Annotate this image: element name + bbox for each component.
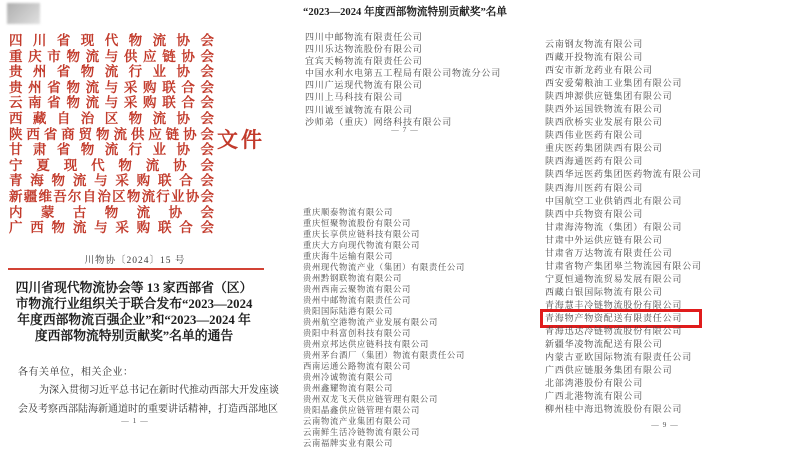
association-name: 重庆市物流与供应链协会: [9, 48, 214, 64]
company-name: 陕西华远医药集团医药物流有限公司: [545, 169, 702, 180]
company-name: 新疆华凌物流配送有限公司: [545, 339, 663, 350]
company-name: 青海慧丰冷链物流股份有限公司: [545, 299, 683, 310]
company-name: 重庆海牛运输有限公司: [303, 252, 393, 261]
company-name: 重庆医药集团陕西有限公司: [545, 143, 663, 154]
document-number: 川物协〔2024〕15 号: [84, 256, 186, 266]
company-list-chongqing-guizhou-yunnan: [303, 207, 465, 449]
company-name: 重庆恒聚物流股份有限公司: [303, 219, 411, 228]
company-name: 贵阳晶鑫供应链管理有限公司: [303, 406, 420, 415]
salutation: 各有关单位，相关企业：: [18, 367, 134, 378]
association-name: 新疆维吾尔自治区物流行业协会: [9, 188, 214, 204]
company-name: 四川上马科技有限公司: [305, 92, 404, 103]
page-number-middle: — 7 —: [391, 125, 419, 134]
company-name: [545, 312, 702, 325]
company-name: 北部湾港股份有限公司: [545, 378, 644, 389]
company-name: 甘肃省万达物流有限责任公司: [545, 247, 673, 258]
company-name: 青海迅达冷链物流股份有限公司: [545, 326, 683, 337]
company-name: 中国航空工业供销西北有限公司: [545, 195, 683, 206]
document-title-line: 年度西部物流百强企业”和“2023—2024 年: [17, 312, 251, 327]
company-name: 中国水利水电第五工程局有限公司物流分公司: [305, 68, 502, 79]
company-name: 云南钢友物流有限公司: [545, 39, 644, 49]
company-name: 贵州西南云聚物流有限公司: [303, 285, 411, 294]
association-name: 宁夏现代物流协会: [9, 157, 214, 173]
document-title-line: 市物流行业组织关于联合发布“2023—2024: [15, 296, 253, 311]
body-line: 为深入贯彻习近平总书记在新时代推动西部大开发座谈: [39, 385, 279, 396]
company-name: 广西供应链服务集团有限公司: [545, 365, 673, 376]
company-name: 贵州现代物流产业（集团）有限责任公司: [303, 263, 465, 272]
company-name: 四川乐达物流股份有限公司: [305, 44, 423, 55]
company-name: 陕西欣桥实业发展有限公司: [545, 117, 663, 128]
association-name: 青海物流与采购联合会: [9, 173, 214, 189]
company-name: 贵阳国际陆港有限公司: [303, 307, 393, 316]
association-list: [9, 33, 214, 236]
company-list-west-provinces: [545, 38, 702, 416]
company-name: 贵州京邦达供应链科技有限公司: [303, 340, 429, 349]
company-name: 云南物流产业集团有限公司: [303, 417, 411, 426]
company-name: 甘肃省物产集团皋兰物流园有限公司: [545, 260, 702, 271]
company-name: 西藏白银国际物流有限公司: [545, 286, 663, 297]
association-name: 内蒙古物流协会: [9, 204, 214, 220]
company-name: 贵州冷诚物流有限公司: [303, 373, 393, 382]
company-name: 云南福牌实业有限公司: [303, 439, 393, 448]
company-name: 柳州桂中海迅物流股份有限公司: [545, 404, 683, 415]
company-name: 宜宾天畅物流有限责任公司: [305, 56, 423, 67]
company-name: 甘肃海涛物流（集团）有限公司: [545, 221, 683, 232]
association-name: 贵州省物流行业协会: [9, 64, 214, 80]
wenjian-label: 文件: [217, 128, 265, 152]
company-name: 贵州茅台酒厂（集团）物流有限责任公司: [303, 351, 465, 360]
association-name: 贵州省物流与采购联合会: [9, 79, 214, 95]
company-name: 贵州双龙飞天供应链管理有限公司: [303, 395, 438, 404]
page-number-left: — 1 —: [121, 416, 149, 425]
company-name: 陕西外运国铁物流有限公司: [545, 104, 663, 115]
scan-artifact: [7, 3, 40, 24]
company-name: 四川诚至诚物流有限公司: [305, 104, 413, 115]
company-name: 陕西海川医药有限公司: [545, 182, 644, 193]
company-name: 广西北港物流有限公司: [545, 391, 644, 402]
company-name: 陕西海通医药有限公司: [545, 156, 644, 167]
award-list-header: “2023—2024 年度西部物流特别贡献奖”名单: [303, 7, 507, 18]
company-name: 陕西坤源供应链集团有限公司: [545, 91, 673, 102]
company-name: 西南运通公路物流有限公司: [303, 362, 411, 371]
association-name: 甘肃省物流行业协会: [9, 142, 214, 158]
red-divider-line: [8, 268, 264, 270]
association-name: 陕西省商贸物流供应链协会: [9, 126, 214, 142]
company-name: 沙师弟（重庆）网络科技有限公司: [305, 116, 453, 127]
body-paragraph: [18, 381, 279, 419]
association-name: 西藏自治区物流协会: [9, 110, 214, 126]
document-title: [2, 281, 266, 345]
highlighted-company-red-box: 青海物产物资配送有限责任公司: [543, 312, 699, 325]
company-name: 贵州中邮物流有限责任公司: [303, 296, 411, 305]
document-title-line: 度西部物流特别贡献奖”名单的通告: [34, 328, 234, 343]
company-name: 贵州鑫耀物流有限公司: [303, 384, 393, 393]
company-name: 西安市新龙药业有限公司: [545, 65, 653, 76]
document-title-line: 四川省现代物流协会等 13 家西部省（区）: [15, 281, 253, 295]
company-name: 陕西伟业医药有限公司: [545, 130, 644, 141]
company-name: 云南鲜生活冷链物流有限公司: [303, 428, 420, 437]
body-line: 会及考察西部陆海新通道时的重要讲话精神，打造西部地区: [18, 404, 278, 415]
company-name: 贵阳中科富创科技有限公司: [303, 329, 411, 338]
company-name: 贵州黔钢联物流有限公司: [303, 274, 402, 283]
company-name: 重庆顺泰物流有限公司: [303, 208, 393, 217]
company-name: 陕西中兵物资有限公司: [545, 208, 644, 219]
company-name: 宁夏恒通物流贸易发展有限公司: [545, 273, 683, 284]
company-list-sichuan: [305, 31, 501, 128]
company-name: 四川中邮物流有限责任公司: [305, 32, 423, 42]
company-name: 甘肃中外运供应链有限公司: [545, 234, 663, 245]
association-name: 四川省现代物流协会: [9, 33, 214, 48]
company-name: 西藏开投物流有限公司: [545, 52, 644, 63]
company-name: 重庆大方向现代物流有限公司: [303, 241, 420, 250]
association-name: 广西物流与采购联合会: [9, 220, 214, 236]
company-name: 内蒙古亚欧国际物流有限责任公司: [545, 352, 693, 363]
company-name: 重庆长享供应链科技有限公司: [303, 230, 420, 239]
company-name: 四川广运现代物流有限公司: [305, 80, 423, 91]
company-name: 西安爱菊粮油工业集团有限公司: [545, 78, 683, 89]
association-name: 云南省物流与采购联合会: [9, 95, 214, 111]
company-name: 贵州航空港物流产业发展有限公司: [303, 318, 438, 327]
page-number-right: — 9 —: [651, 420, 679, 429]
